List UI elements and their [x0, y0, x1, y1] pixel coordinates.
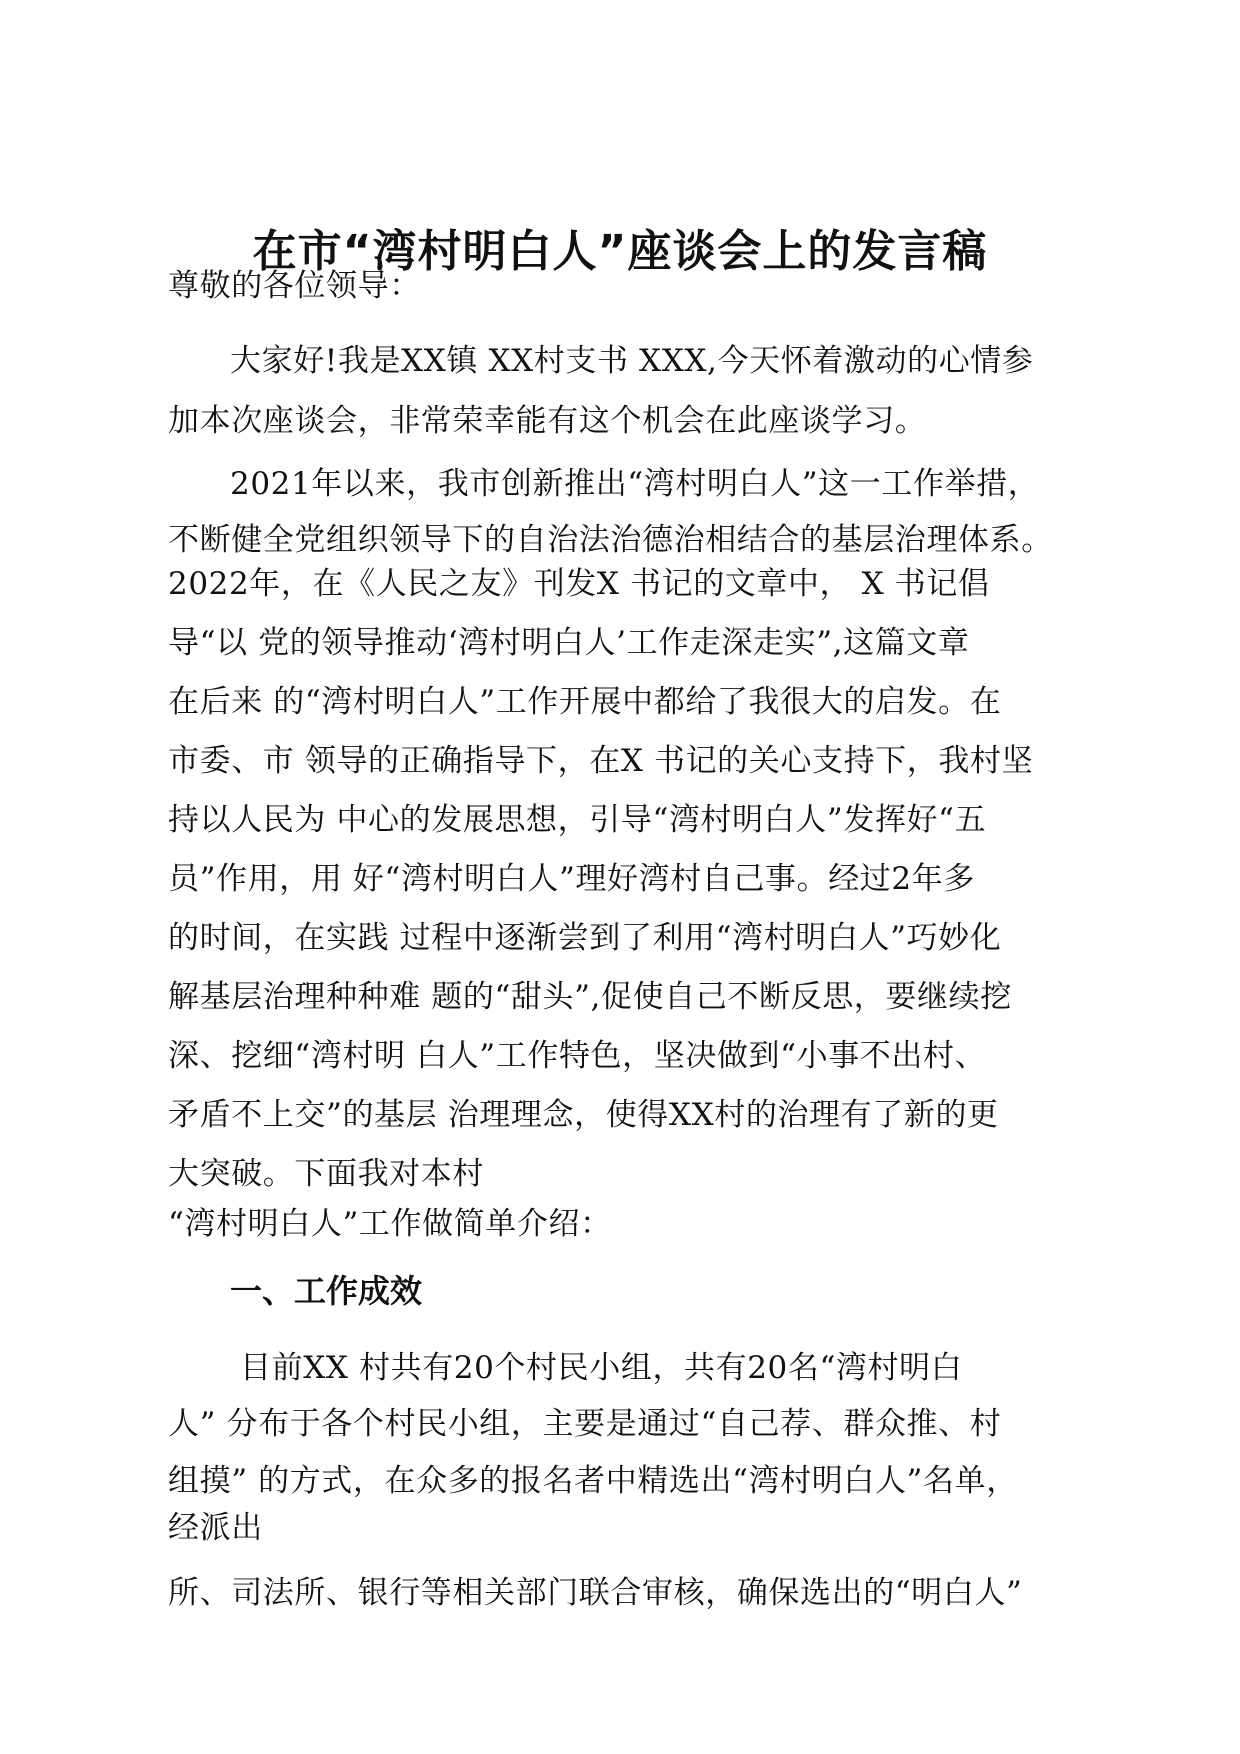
- paragraph-2-line: “湾村明白人”工作做简单介绍：: [168, 1206, 612, 1242]
- paragraph-3-line: 目前XX 村共有20个村民小组，共有20名“湾村明白: [240, 1350, 963, 1386]
- paragraph-2-line: 深、挖细“湾村明 白人”工作特色，坚决做到“小事不出村、: [168, 1038, 987, 1074]
- paragraph-2-line: 2022年，在《人民之友》刊发X 书记的文章中， X 书记倡: [168, 566, 990, 602]
- paragraph-2-line: 不断健全党组织领导下的自治法治德治相结合的基层治理体系。: [168, 522, 1053, 558]
- paragraph-2-line: 2021年以来，我市创新推出“湾村明白人”这一工作举措，: [230, 466, 1040, 502]
- paragraph-2-line: 大突破。下面我对本村: [168, 1156, 484, 1192]
- paragraph-2-line: 持以人民为 中心的发展思想，引导“湾村明白人”发挥好“五: [168, 802, 987, 838]
- paragraph-2-line: 的时间，在实践 过程中逐渐尝到了利用“湾村明白人”巧妙化: [168, 920, 1002, 956]
- paragraph-2-line: 市委、市 领导的正确指导下，在X 书记的关心支持下，我村坚: [168, 743, 1034, 779]
- paragraph-3-line: 经派出: [168, 1510, 263, 1546]
- paragraph-2-line: 导“以 党的领导推动‘湾村明白人’工作走深走实”,这篇文章: [168, 625, 970, 661]
- paragraph-3-line: 组摸” 的方式，在众多的报名者中精选出“湾村明白人”名单，: [168, 1463, 1018, 1499]
- paragraph-2-line: 解基层治理种种难 题的“甜头”,促使自己不断反思，要继续挖: [168, 979, 1012, 1015]
- paragraph-1-line: 加本次座谈会，非常荣幸能有这个机会在此座谈学习。: [168, 403, 927, 439]
- paragraph-2-line: 员”作用，用 好“湾村明白人”理好湾村自己事。经过2年多: [168, 861, 975, 897]
- paragraph-3-line: 人” 分布于各个村民小组，主要是通过“自己荐、群众推、村: [168, 1406, 1002, 1442]
- document-title: 在市“湾村明白人”座谈会上的发言稿: [252, 226, 988, 277]
- paragraph-2-line: 在后来 的“湾村明白人”工作开展中都给了我很大的启发。在: [168, 684, 1002, 720]
- paragraph-3-line: 所、司法所、银行等相关部门联合审核，确保选出的“明白人”: [168, 1575, 1023, 1611]
- section-heading: 一、工作成效: [230, 1272, 423, 1310]
- paragraph-1-line: 大家好!我是XX镇 XX村支书 XXX,今天怀着激动的心情参: [230, 343, 1034, 379]
- salutation: 尊敬的各位领导：: [168, 268, 421, 304]
- paragraph-2-line: 矛盾不上交”的基层 治理理念，使得XX村的治理有了新的更: [168, 1097, 999, 1133]
